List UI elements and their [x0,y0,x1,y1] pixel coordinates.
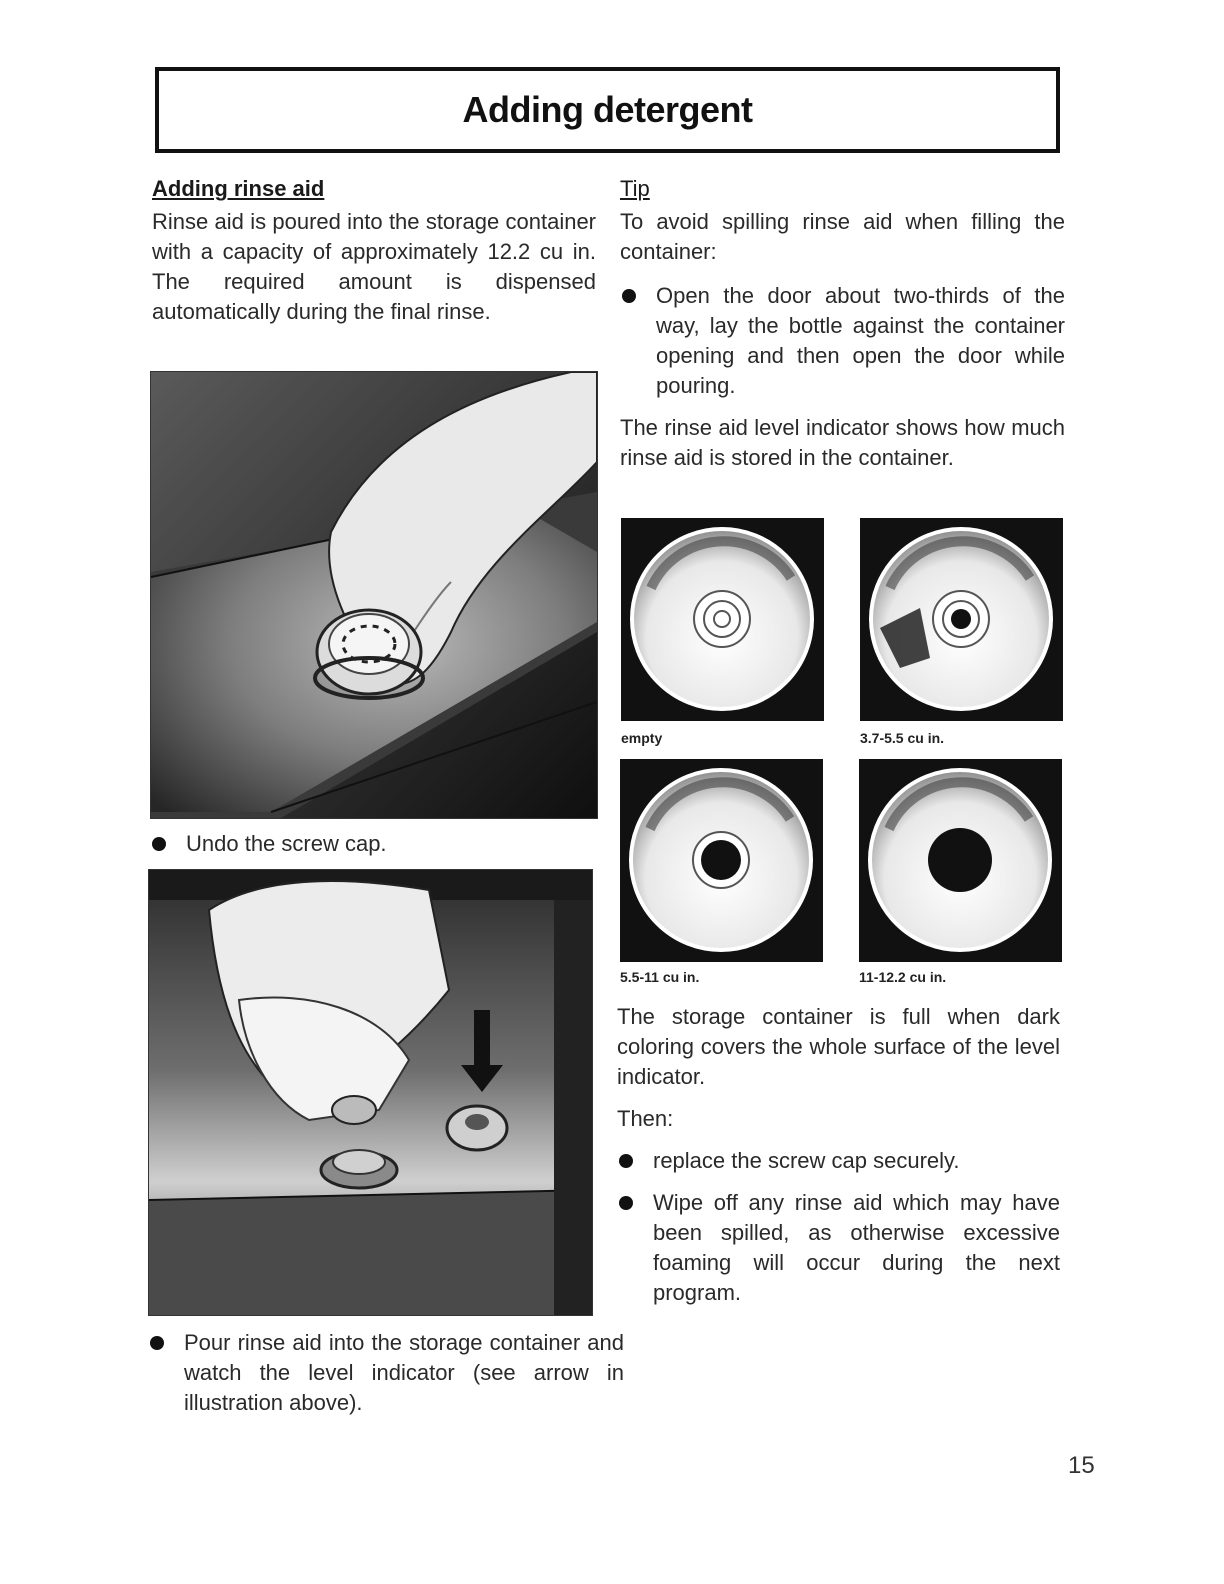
bullet-text: replace the screw cap securely. [653,1148,960,1173]
indicator-full-graphic [859,759,1062,962]
full-text: The storage container is full when dark coloring covers the whole surface of the level indicator. [617,1004,1060,1089]
bullet-icon [152,837,166,851]
bullet-icon [622,289,636,303]
indicator-mid [620,759,823,962]
bullet-pour [148,1328,624,1418]
section-heading: Adding rinse aid [152,176,325,201]
right-column-bottom [617,1002,1060,1308]
indicator-full [859,759,1062,962]
pour-rinse-aid-illustration [149,870,592,1315]
indicator-label-full: 11-12.2 cu in. [859,969,947,985]
bullet-text: Undo the screw cap. [186,831,387,856]
page-number: 15 [1068,1452,1095,1479]
bullet-icon [150,1336,164,1350]
then-text: Then: [617,1106,674,1131]
indicator-low [860,518,1063,721]
tip-bullet [620,281,1065,401]
bullet-wipe-off [617,1188,1060,1308]
photo-undo-cap [150,371,598,819]
indicator-label-empty: empty [621,730,663,746]
bullet-icon [619,1196,633,1210]
indicator-empty [621,518,824,721]
indicator-mid-graphic [620,759,823,962]
indicator-label-low: 3.7-5.5 cu in. [860,730,945,746]
bullet-text: Wipe off any rinse aid which may have been spilled, as otherwise excessive foaming will occur during the next program. [653,1190,1060,1305]
indicator-low-graphic [860,518,1063,721]
tip-heading: Tip [620,176,650,201]
undo-cap-illustration [151,372,597,818]
left-column [152,175,596,327]
right-column-top [620,175,1065,473]
bullet-replace-cap [617,1146,1060,1176]
page-title: Adding detergent [462,89,753,130]
indicator-label-mid: 5.5-11 cu in. [620,969,700,985]
bullet-undo-cap [150,829,632,859]
title-box [155,67,1060,153]
photo-pour-rinse-aid [148,869,593,1316]
indicator-empty-graphic [621,518,824,721]
bullet-text: Open the door about two-thirds of the way, lay the bottle against the container opening and then open the door while pouring. [656,283,1065,398]
bullet-text: Pour rinse aid into the storage container and watch the level indicator (see arrow in illustration above). [184,1330,624,1415]
rinse-aid-intro: Rinse aid is poured into the storage container with a capacity of approximately 12.2 cu in. The required amount is dispensed automatically during the final rinse. [152,209,596,324]
tip-text: To avoid spilling rinse aid when filling the container: [620,209,1065,264]
bullet-icon [619,1154,633,1168]
indicator-intro: The rinse aid level indicator shows how much rinse aid is stored in the container. [620,415,1065,470]
